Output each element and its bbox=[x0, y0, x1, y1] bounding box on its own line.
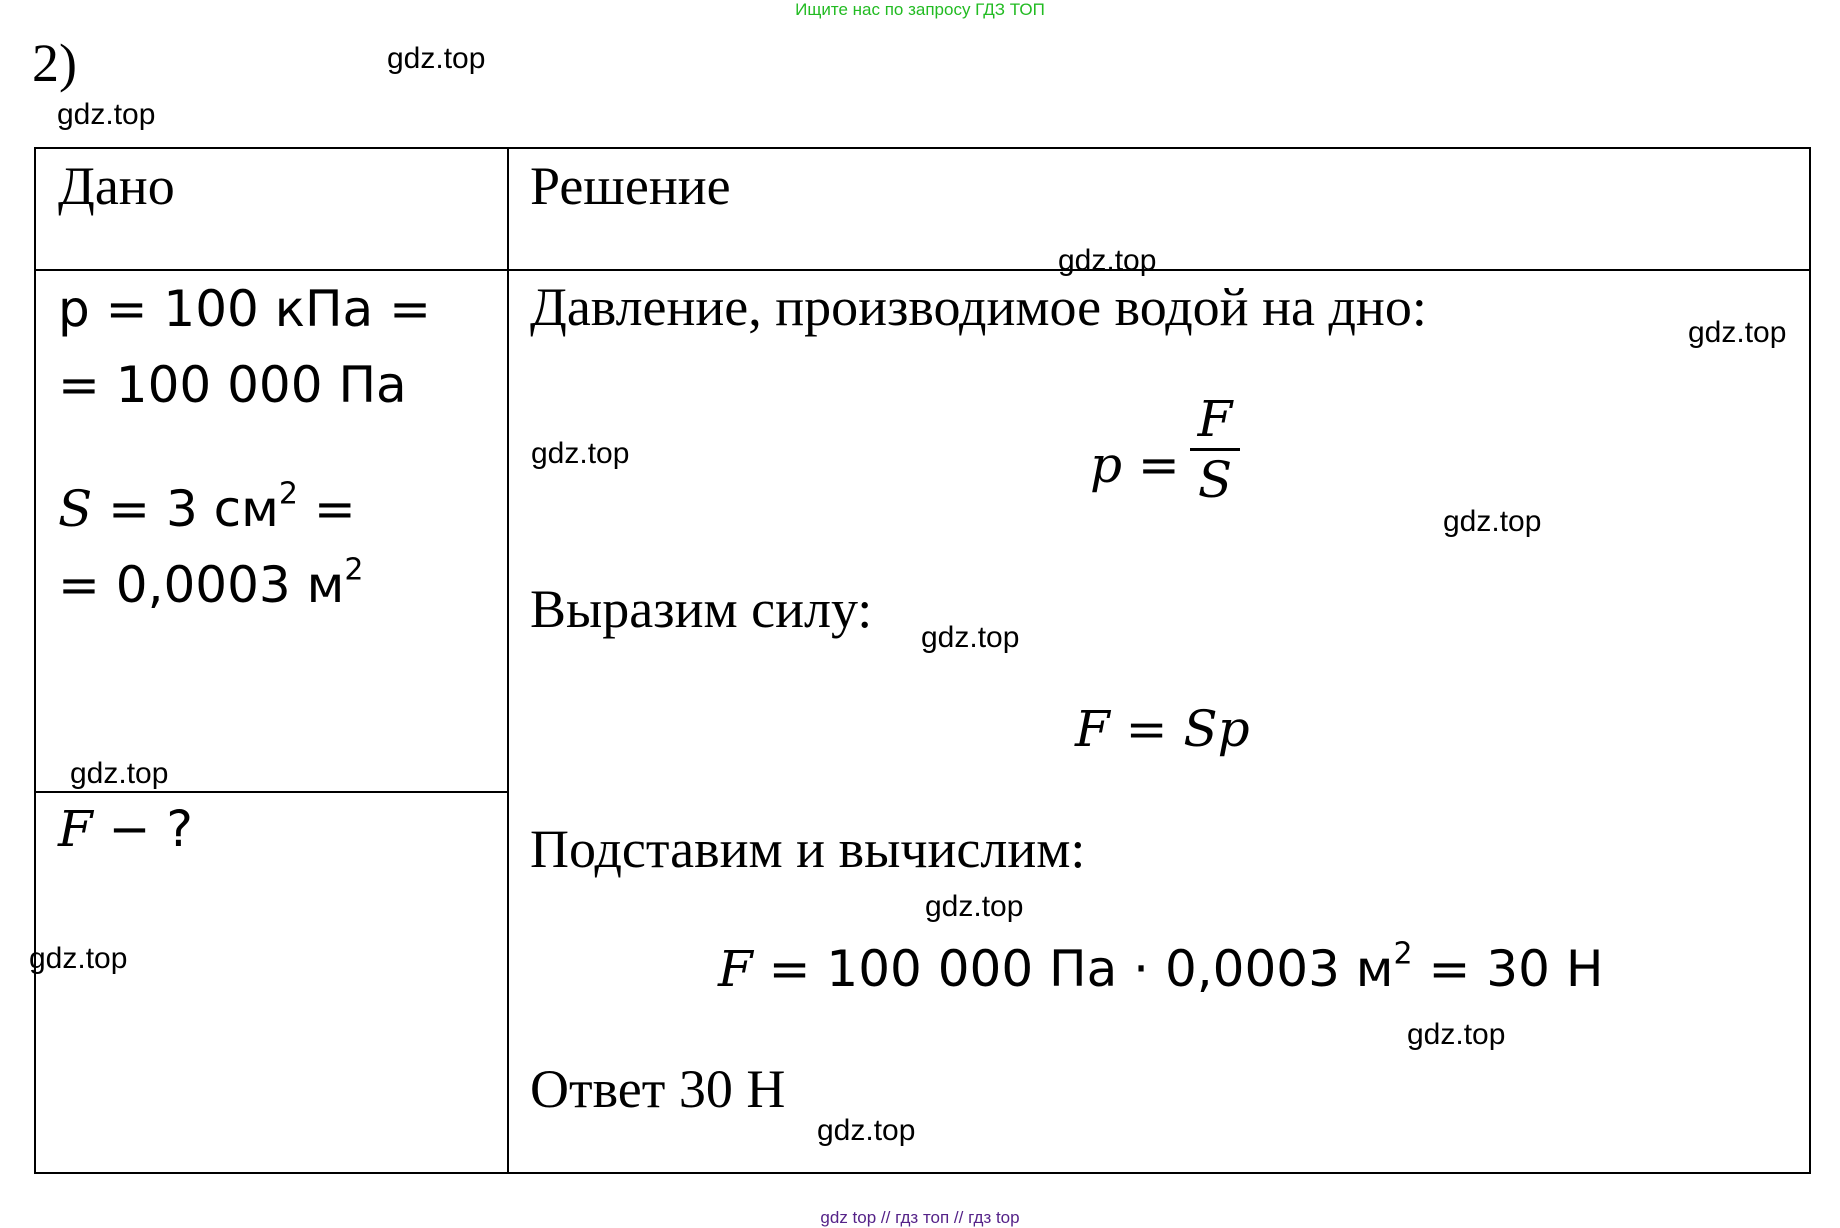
formula-pressure bbox=[1090, 436, 1180, 494]
fraction-numerator: F bbox=[1197, 390, 1233, 448]
watermark: gdz.top bbox=[57, 98, 156, 131]
express-force: Выразим силу: bbox=[530, 579, 873, 639]
given-area-line2 bbox=[58, 552, 364, 614]
problem-number: 2) bbox=[32, 33, 77, 93]
area-value: = 3 см bbox=[92, 480, 279, 538]
watermark: gdz.top bbox=[1407, 1018, 1506, 1051]
calc-symbol: F bbox=[718, 940, 753, 998]
area-exponent: 2 bbox=[278, 476, 298, 512]
area-equals: = bbox=[297, 480, 356, 538]
pressure-intro: Давление, производимое водой на дно: bbox=[530, 277, 1427, 337]
table-left-border bbox=[34, 147, 36, 1174]
watermark: gdz.top bbox=[1058, 244, 1157, 277]
given-unknown-divider bbox=[34, 791, 509, 793]
solution-header: Решение bbox=[530, 156, 731, 216]
answer: Ответ 30 Н bbox=[530, 1059, 786, 1119]
calc-expression: = 100 000 Па · 0,0003 м bbox=[752, 940, 1394, 998]
table-bottom-border bbox=[34, 1172, 1811, 1174]
formula-fraction bbox=[1190, 392, 1240, 507]
substitute-calc: Подставим и вычислим: bbox=[530, 819, 1086, 879]
table-header-divider bbox=[34, 269, 1811, 271]
given-area-line1 bbox=[58, 476, 356, 538]
watermark: gdz.top bbox=[925, 890, 1024, 923]
calc-exponent: 2 bbox=[1393, 936, 1413, 972]
footer-links: gdz top // гдз топ // гдз top bbox=[820, 1208, 1020, 1227]
calc-result: = 30 Н bbox=[1412, 940, 1604, 998]
calculation bbox=[718, 936, 1604, 998]
unknown-question: − ? bbox=[92, 800, 193, 858]
watermark: gdz.top bbox=[531, 437, 630, 470]
formula-equals: = bbox=[1137, 436, 1180, 494]
watermark: gdz.top bbox=[70, 757, 169, 790]
area-si-exponent: 2 bbox=[344, 552, 364, 588]
watermark: gdz.top bbox=[817, 1114, 916, 1147]
area-symbol: S bbox=[58, 480, 93, 538]
watermark: gdz.top bbox=[387, 42, 486, 75]
given-header: Дано bbox=[58, 156, 175, 216]
given-pressure-line2: = 100 000 Па bbox=[58, 356, 407, 414]
watermark: gdz.top bbox=[1688, 316, 1787, 349]
formula-force: F = Sp bbox=[1075, 700, 1250, 758]
table-column-divider bbox=[507, 147, 509, 1174]
watermark: gdz.top bbox=[921, 621, 1020, 654]
unknown-quantity bbox=[58, 800, 193, 858]
watermark: gdz.top bbox=[1443, 505, 1542, 538]
table-right-border bbox=[1809, 147, 1811, 1174]
area-si-value: = 0,0003 м bbox=[58, 556, 345, 614]
fraction-denominator: S bbox=[1197, 451, 1233, 509]
unknown-symbol: F bbox=[58, 800, 93, 858]
watermark: gdz.top bbox=[29, 942, 128, 975]
formula-p: p bbox=[1090, 436, 1123, 494]
given-pressure-line1: p = 100 кПа = bbox=[58, 280, 431, 338]
table-top-border bbox=[34, 147, 1811, 149]
top-banner: Ищите нас по запросу ГДЗ ТОП bbox=[795, 0, 1045, 19]
